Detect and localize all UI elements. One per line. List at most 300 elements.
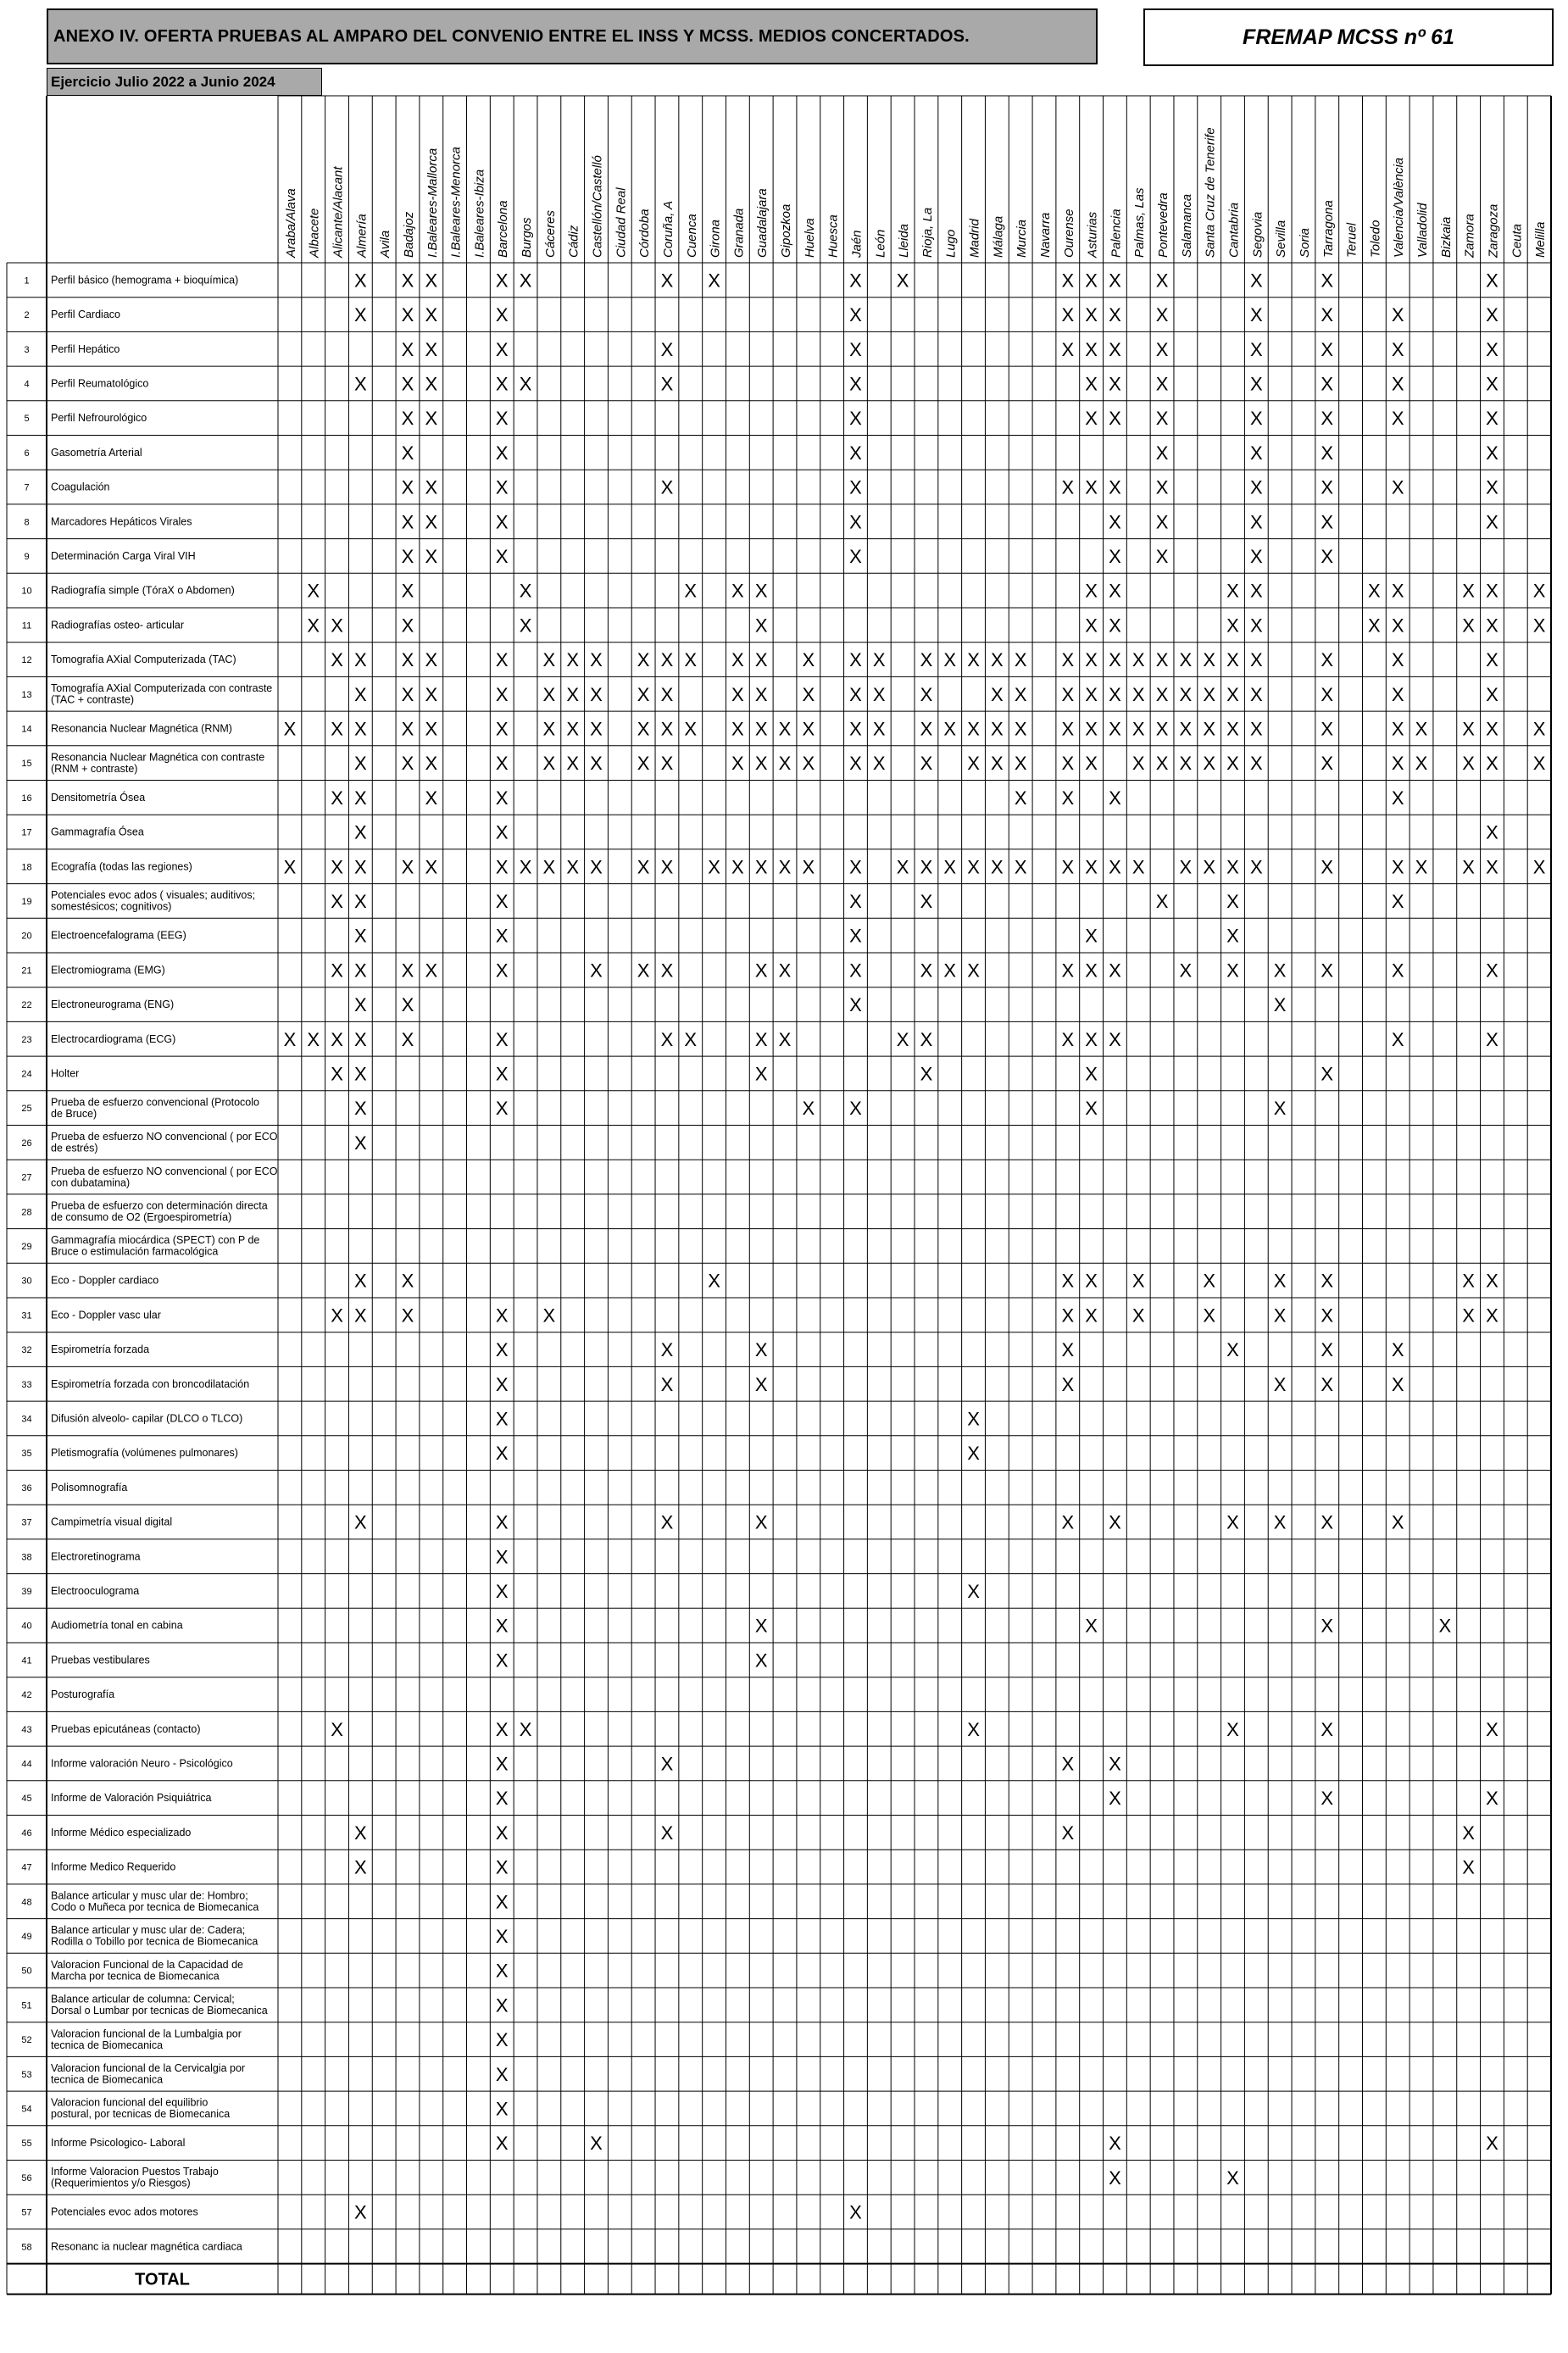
offer-mark: X bbox=[1249, 408, 1263, 430]
offer-mark: X bbox=[1203, 1270, 1216, 1292]
offer-mark: X bbox=[1061, 1028, 1075, 1050]
offer-mark: X bbox=[495, 373, 509, 395]
offer-mark: X bbox=[425, 304, 438, 326]
row-number: 5 bbox=[24, 414, 30, 425]
row-number: 36 bbox=[21, 1482, 32, 1494]
province-header: Castellón/Castelló bbox=[590, 155, 605, 258]
offer-mark: X bbox=[542, 649, 556, 671]
offer-mark: X bbox=[495, 511, 509, 533]
offer-mark: X bbox=[1321, 960, 1334, 982]
offer-mark: X bbox=[1179, 649, 1193, 671]
offer-mark: X bbox=[495, 683, 509, 705]
offer-mark: X bbox=[425, 270, 438, 292]
test-label: Marcadores Hepáticos Virales bbox=[51, 515, 192, 528]
offer-mark: X bbox=[495, 338, 509, 360]
offer-mark: X bbox=[1061, 1339, 1075, 1361]
offer-mark: X bbox=[849, 960, 862, 982]
offer-mark: X bbox=[1203, 753, 1216, 775]
offer-mark: X bbox=[1132, 718, 1145, 740]
offer-mark: X bbox=[920, 649, 933, 671]
offer-mark: X bbox=[1085, 718, 1098, 740]
offer-mark: X bbox=[991, 856, 1004, 878]
offer-mark: X bbox=[1249, 373, 1263, 395]
offer-mark: X bbox=[1109, 683, 1121, 705]
offer-mark: X bbox=[1155, 683, 1169, 705]
province-header: Albacete bbox=[307, 208, 322, 258]
offer-mark: X bbox=[1486, 511, 1498, 533]
offer-mark: X bbox=[1415, 718, 1428, 740]
offer-mark: X bbox=[849, 338, 862, 360]
offer-mark: X bbox=[1532, 753, 1546, 775]
province-header: Girona bbox=[708, 219, 723, 258]
offer-mark: X bbox=[354, 1098, 367, 1120]
row-number: 20 bbox=[21, 931, 32, 942]
row-number: 29 bbox=[21, 1241, 32, 1252]
offer-mark: X bbox=[401, 476, 414, 498]
offer-mark: X bbox=[1226, 1339, 1239, 1361]
offer-mark: X bbox=[590, 683, 603, 705]
offer-mark: X bbox=[754, 753, 768, 775]
offer-mark: X bbox=[1155, 545, 1169, 567]
offer-mark: X bbox=[1109, 545, 1121, 567]
offer-mark: X bbox=[1061, 1822, 1075, 1844]
offer-mark: X bbox=[991, 683, 1004, 705]
offer-mark: X bbox=[1391, 1373, 1404, 1395]
mutua-badge: FREMAP MCSS nº 61 bbox=[1143, 8, 1554, 66]
offer-mark: X bbox=[1109, 304, 1121, 326]
offer-mark: X bbox=[1321, 338, 1334, 360]
test-label: Valoracion funcional de la Cervicalgia por tecnica de Biomecanica bbox=[51, 2062, 246, 2086]
province-header: Araba/Alava bbox=[283, 188, 298, 258]
row-number: 27 bbox=[21, 1172, 32, 1183]
offer-mark: X bbox=[754, 1615, 768, 1637]
offer-mark: X bbox=[1321, 1373, 1334, 1395]
offer-mark: X bbox=[495, 1408, 509, 1430]
test-label: Audiometría tonal en cabina bbox=[51, 1619, 183, 1632]
offer-mark: X bbox=[331, 1718, 343, 1740]
offer-mark: X bbox=[283, 718, 297, 740]
offer-mark: X bbox=[519, 270, 532, 292]
offer-mark: X bbox=[1109, 1788, 1121, 1810]
row-number: 18 bbox=[21, 862, 32, 873]
province-header: I.Baleares-Ibiza bbox=[472, 169, 487, 258]
offer-mark: X bbox=[1061, 476, 1075, 498]
test-label: Posturografía bbox=[51, 1688, 115, 1701]
offer-mark: X bbox=[660, 1373, 674, 1395]
offer-mark: X bbox=[660, 1822, 674, 1844]
offer-mark: X bbox=[1249, 338, 1263, 360]
offer-mark: X bbox=[590, 753, 603, 775]
offer-mark: X bbox=[754, 580, 768, 602]
offer-mark: X bbox=[1273, 1304, 1287, 1327]
offer-mark: X bbox=[1014, 683, 1027, 705]
row-number: 54 bbox=[21, 2104, 32, 2115]
row-number: 33 bbox=[21, 1379, 32, 1390]
offer-mark: X bbox=[849, 856, 862, 878]
offer-mark: X bbox=[1249, 615, 1263, 637]
offer-mark: X bbox=[1249, 683, 1263, 705]
offer-mark: X bbox=[331, 1063, 343, 1085]
offer-mark: X bbox=[1391, 1028, 1404, 1050]
offer-mark: X bbox=[778, 718, 792, 740]
offer-mark: X bbox=[495, 821, 509, 843]
offer-mark: X bbox=[1155, 408, 1169, 430]
offer-mark: X bbox=[1109, 615, 1121, 637]
offer-mark: X bbox=[849, 373, 862, 395]
row-number: 12 bbox=[21, 655, 32, 666]
row-number: 25 bbox=[21, 1104, 32, 1115]
province-header: Ciudad Real bbox=[614, 187, 629, 258]
offer-mark: X bbox=[920, 718, 933, 740]
row-number: 56 bbox=[21, 2172, 32, 2183]
offer-mark: X bbox=[849, 753, 862, 775]
offer-mark: X bbox=[1061, 960, 1075, 982]
offer-mark: X bbox=[495, 1718, 509, 1740]
offer-mark: X bbox=[896, 1028, 909, 1050]
test-label: Electrocardiograma (ECG) bbox=[51, 1032, 176, 1045]
offer-mark: X bbox=[1085, 683, 1098, 705]
offer-mark: X bbox=[495, 718, 509, 740]
offer-mark: X bbox=[1321, 1339, 1334, 1361]
offer-mark: X bbox=[495, 1615, 509, 1637]
row-number: 21 bbox=[21, 965, 32, 976]
test-label: Perfil Reumatológico bbox=[51, 377, 149, 390]
offer-mark: X bbox=[1321, 476, 1334, 498]
offer-mark: X bbox=[1486, 580, 1498, 602]
offer-mark: X bbox=[1321, 718, 1334, 740]
offer-mark: X bbox=[542, 1304, 556, 1327]
offer-mark: X bbox=[1391, 753, 1404, 775]
offer-mark: X bbox=[967, 1580, 980, 1602]
offer-mark: X bbox=[1155, 270, 1169, 292]
row-number: 14 bbox=[21, 724, 32, 735]
test-label: Valoracion Funcional de la Capacidad de Marcha por tecnica de Biomecanica bbox=[51, 1958, 244, 1983]
test-label: Polisomnografía bbox=[51, 1481, 128, 1494]
offer-mark: X bbox=[754, 856, 768, 878]
province-header: Málaga bbox=[991, 215, 1006, 258]
offer-mark: X bbox=[495, 408, 509, 430]
offer-mark: X bbox=[1085, 1304, 1098, 1327]
offer-mark: X bbox=[495, 2098, 509, 2120]
offer-mark: X bbox=[1321, 1270, 1334, 1292]
offer-mark: X bbox=[778, 856, 792, 878]
offer-mark: X bbox=[1486, 1788, 1498, 1810]
offer-mark: X bbox=[778, 753, 792, 775]
offer-mark: X bbox=[802, 753, 815, 775]
offer-mark: X bbox=[754, 649, 768, 671]
offer-mark: X bbox=[943, 960, 957, 982]
offer-mark: X bbox=[1391, 1339, 1404, 1361]
offer-mark: X bbox=[354, 270, 367, 292]
offer-mark: X bbox=[754, 1373, 768, 1395]
offer-mark: X bbox=[1109, 649, 1121, 671]
offer-mark: X bbox=[684, 649, 698, 671]
row-number: 41 bbox=[21, 1655, 32, 1666]
row-number: 26 bbox=[21, 1138, 32, 1149]
offer-mark: X bbox=[1061, 649, 1075, 671]
test-label: Potenciales evoc ados motores bbox=[51, 2206, 198, 2218]
offer-mark: X bbox=[1109, 270, 1121, 292]
offer-mark: X bbox=[495, 890, 509, 912]
offer-mark: X bbox=[354, 960, 367, 982]
offer-mark: X bbox=[283, 856, 297, 878]
offer-mark: X bbox=[1155, 718, 1169, 740]
offer-mark: X bbox=[354, 1511, 367, 1533]
offer-mark: X bbox=[1273, 1270, 1287, 1292]
offer-mark: X bbox=[1132, 1270, 1145, 1292]
province-header: Valladolid bbox=[1415, 203, 1431, 258]
offer-mark: X bbox=[1321, 1788, 1334, 1810]
offer-mark: X bbox=[660, 1339, 674, 1361]
province-header: Córdoba bbox=[637, 209, 653, 258]
offer-mark: X bbox=[731, 718, 744, 740]
offer-mark: X bbox=[1109, 1028, 1121, 1050]
offer-mark: X bbox=[1321, 545, 1334, 567]
offer-mark: X bbox=[354, 683, 367, 705]
offer-mark: X bbox=[1321, 442, 1334, 464]
offer-mark: X bbox=[1532, 856, 1546, 878]
offer-mark: X bbox=[1109, 2167, 1121, 2189]
offer-mark: X bbox=[660, 649, 674, 671]
offer-mark: X bbox=[872, 753, 886, 775]
offer-mark: X bbox=[495, 545, 509, 567]
offer-mark: X bbox=[331, 615, 343, 637]
offer-mark: X bbox=[1226, 615, 1239, 637]
offer-mark: X bbox=[731, 683, 744, 705]
offer-mark: X bbox=[1226, 2167, 1239, 2189]
offer-mark: X bbox=[991, 649, 1004, 671]
offer-mark: X bbox=[1109, 787, 1121, 809]
offer-mark: X bbox=[354, 1063, 367, 1085]
province-header: Lugo bbox=[943, 229, 959, 258]
offer-mark: X bbox=[590, 718, 603, 740]
offer-mark: X bbox=[1391, 373, 1404, 395]
offer-mark: X bbox=[495, 476, 509, 498]
offer-mark: X bbox=[1438, 1615, 1452, 1637]
offer-mark: X bbox=[1155, 753, 1169, 775]
offer-mark: X bbox=[849, 994, 862, 1016]
offer-mark: X bbox=[1415, 753, 1428, 775]
row-number: 53 bbox=[21, 2069, 32, 2080]
test-label: Informe Médico especializado bbox=[51, 1826, 192, 1838]
offer-mark: X bbox=[967, 718, 980, 740]
offer-mark: X bbox=[1109, 580, 1121, 602]
offer-mark: X bbox=[1109, 338, 1121, 360]
province-header: Zaragoza bbox=[1486, 203, 1501, 258]
offer-mark: X bbox=[920, 1063, 933, 1085]
offer-mark: X bbox=[1085, 1098, 1098, 1120]
province-header: Valencia/València bbox=[1392, 157, 1407, 258]
province-header: Barcelona bbox=[496, 200, 511, 258]
offer-mark: X bbox=[354, 1028, 367, 1050]
offer-mark: X bbox=[1321, 856, 1334, 878]
offer-mark: X bbox=[1226, 925, 1239, 947]
row-number: 45 bbox=[21, 1794, 32, 1805]
offer-mark: X bbox=[542, 753, 556, 775]
offer-mark: X bbox=[425, 683, 438, 705]
offer-mark: X bbox=[542, 718, 556, 740]
offer-mark: X bbox=[1249, 718, 1263, 740]
offer-mark: X bbox=[1155, 476, 1169, 498]
offer-mark: X bbox=[1273, 1511, 1287, 1533]
offer-mark: X bbox=[1249, 580, 1263, 602]
offer-mark: X bbox=[401, 856, 414, 878]
offer-mark: X bbox=[1249, 270, 1263, 292]
offer-mark: X bbox=[495, 2133, 509, 2155]
offer-mark: X bbox=[590, 2133, 603, 2155]
test-label: Coagulación bbox=[51, 481, 110, 493]
exercise-period: Ejercicio Julio 2022 a Junio 2024 bbox=[47, 68, 322, 96]
test-label: Prueba de esfuerzo convencional (Protocolo de Bruce) bbox=[51, 1096, 259, 1120]
offer-mark: X bbox=[660, 683, 674, 705]
province-header: Ourense bbox=[1061, 209, 1076, 258]
offer-mark: X bbox=[1014, 753, 1027, 775]
offer-mark: X bbox=[1085, 373, 1098, 395]
offer-mark: X bbox=[991, 753, 1004, 775]
row-number: 57 bbox=[21, 2207, 32, 2218]
province-header: Cáceres bbox=[542, 210, 558, 258]
offer-mark: X bbox=[354, 1856, 367, 1878]
offer-mark: X bbox=[566, 753, 580, 775]
offer-mark: X bbox=[1462, 1822, 1475, 1844]
offer-mark: X bbox=[1321, 1511, 1334, 1533]
offer-mark: X bbox=[1085, 649, 1098, 671]
offer-mark: X bbox=[1273, 994, 1287, 1016]
offer-mark: X bbox=[495, 1856, 509, 1878]
test-label: Pruebas epicutáneas (contacto) bbox=[51, 1722, 201, 1735]
offer-mark: X bbox=[401, 615, 414, 637]
offer-mark: X bbox=[1061, 1270, 1075, 1292]
offer-mark: X bbox=[401, 753, 414, 775]
offer-mark: X bbox=[401, 1270, 414, 1292]
offer-mark: X bbox=[849, 649, 862, 671]
offer-mark: X bbox=[307, 615, 320, 637]
offer-mark: X bbox=[660, 1511, 674, 1533]
province-header: Santa Cruz de Tenerife bbox=[1203, 127, 1218, 258]
offer-mark: X bbox=[1226, 890, 1239, 912]
offer-mark: X bbox=[1486, 753, 1498, 775]
province-header: Cantabria bbox=[1226, 202, 1242, 258]
offer-mark: X bbox=[1273, 960, 1287, 982]
offer-mark: X bbox=[354, 890, 367, 912]
offer-mark: X bbox=[849, 890, 862, 912]
offer-mark: X bbox=[1109, 2133, 1121, 2155]
offer-mark: X bbox=[731, 753, 744, 775]
offer-mark: X bbox=[1391, 580, 1404, 602]
offer-mark: X bbox=[637, 960, 650, 982]
offer-mark: X bbox=[1462, 753, 1475, 775]
offer-mark: X bbox=[354, 373, 367, 395]
test-label: Difusión alveolo- capilar (DLCO o TLCO) bbox=[51, 1412, 243, 1425]
offer-mark: X bbox=[495, 649, 509, 671]
province-header: Soria bbox=[1297, 227, 1312, 258]
offer-mark: X bbox=[1109, 718, 1121, 740]
offer-mark: X bbox=[1109, 1511, 1121, 1533]
row-number: 51 bbox=[21, 2000, 32, 2011]
province-header: Alicante/Alacant bbox=[331, 166, 346, 258]
offer-mark: X bbox=[1085, 476, 1098, 498]
row-number: 48 bbox=[21, 1897, 32, 1908]
offer-mark: X bbox=[967, 1408, 980, 1430]
row-number: 9 bbox=[24, 551, 30, 562]
offer-mark: X bbox=[660, 270, 674, 292]
offer-mark: X bbox=[1085, 270, 1098, 292]
offer-mark: X bbox=[1203, 683, 1216, 705]
offer-mark: X bbox=[967, 649, 980, 671]
offer-mark: X bbox=[1085, 753, 1098, 775]
offer-mark: X bbox=[425, 545, 438, 567]
offer-mark: X bbox=[1179, 683, 1193, 705]
offer-mark: X bbox=[1203, 856, 1216, 878]
test-label: Electroretinograma bbox=[51, 1550, 141, 1563]
offer-mark: X bbox=[1179, 753, 1193, 775]
offer-mark: X bbox=[1368, 580, 1381, 602]
offer-mark: X bbox=[331, 649, 343, 671]
offer-mark: X bbox=[1155, 338, 1169, 360]
offer-mark: X bbox=[331, 960, 343, 982]
offer-mark: X bbox=[495, 1373, 509, 1395]
offer-mark: X bbox=[1273, 1373, 1287, 1395]
offer-mark: X bbox=[660, 753, 674, 775]
province-header: Guadalajara bbox=[755, 188, 770, 258]
row-number: 58 bbox=[21, 2242, 32, 2253]
offer-mark: X bbox=[495, 1788, 509, 1810]
offer-mark: X bbox=[849, 545, 862, 567]
offer-mark: X bbox=[1321, 1718, 1334, 1740]
offer-mark: X bbox=[1132, 753, 1145, 775]
offer-mark: X bbox=[1249, 511, 1263, 533]
offer-mark: X bbox=[1532, 580, 1546, 602]
offer-mark: X bbox=[519, 580, 532, 602]
offer-mark: X bbox=[896, 856, 909, 878]
offer-mark: X bbox=[1486, 304, 1498, 326]
offer-mark: X bbox=[1391, 856, 1404, 878]
test-label: Balance articular y musc ular de: Cadera; Rodilla o Tobillo por tecnica de Biomecanica bbox=[51, 1924, 259, 1948]
offer-mark: X bbox=[566, 649, 580, 671]
offer-mark: X bbox=[1109, 960, 1121, 982]
offer-mark: X bbox=[637, 753, 650, 775]
offer-mark: X bbox=[1226, 718, 1239, 740]
offer-mark: X bbox=[660, 960, 674, 982]
offer-mark: X bbox=[896, 270, 909, 292]
offer-mark: X bbox=[1486, 338, 1498, 360]
row-number: 47 bbox=[21, 1862, 32, 1873]
offer-mark: X bbox=[425, 511, 438, 533]
offer-mark: X bbox=[425, 960, 438, 982]
test-label: Campimetría visual digital bbox=[51, 1516, 173, 1528]
offer-mark: X bbox=[1249, 649, 1263, 671]
offer-mark: X bbox=[1109, 373, 1121, 395]
province-header: Melilla bbox=[1533, 221, 1549, 258]
offer-mark: X bbox=[1486, 1304, 1498, 1327]
province-header: I.Baleares-Mallorca bbox=[425, 147, 440, 258]
offer-mark: X bbox=[519, 373, 532, 395]
offer-mark: X bbox=[1085, 960, 1098, 982]
offer-mark: X bbox=[495, 2029, 509, 2051]
offer-mark: X bbox=[401, 338, 414, 360]
offer-mark: X bbox=[849, 511, 862, 533]
row-number: 42 bbox=[21, 1690, 32, 1701]
offer-mark: X bbox=[401, 545, 414, 567]
offer-mark: X bbox=[1203, 718, 1216, 740]
offer-mark: X bbox=[660, 1028, 674, 1050]
offer-mark: X bbox=[425, 718, 438, 740]
province-header: Huelva bbox=[802, 218, 817, 258]
offer-mark: X bbox=[1085, 580, 1098, 602]
offer-mark: X bbox=[660, 1753, 674, 1775]
offer-mark: X bbox=[849, 304, 862, 326]
offer-mark: X bbox=[1321, 683, 1334, 705]
